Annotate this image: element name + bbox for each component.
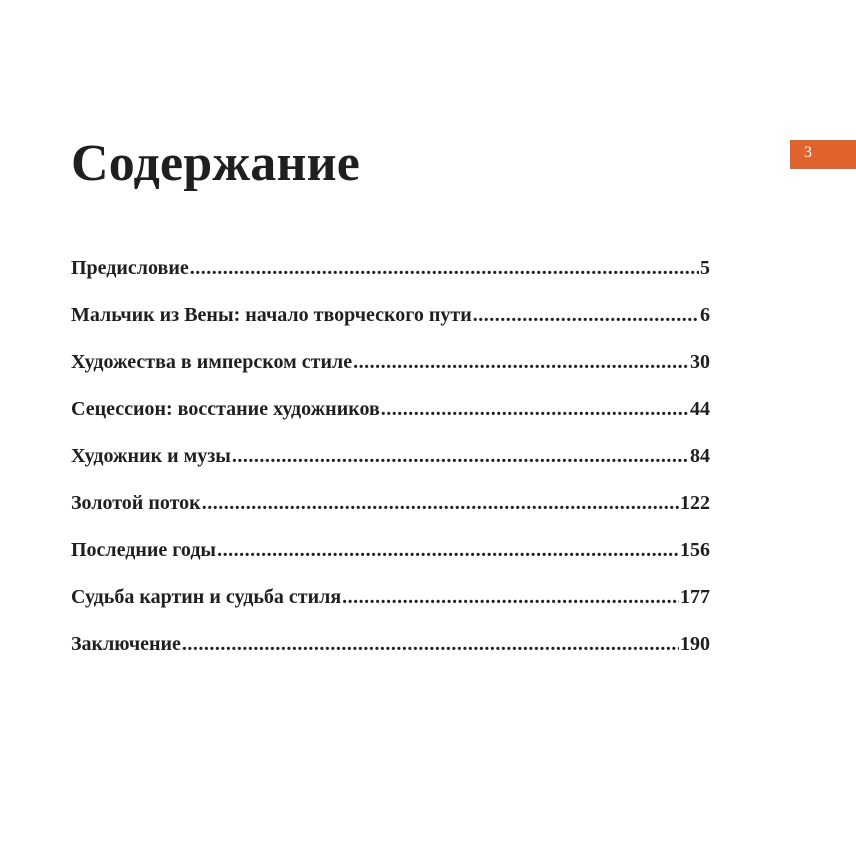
table-of-contents (71, 253, 710, 676)
toc-entry[interactable] (71, 441, 710, 488)
toc-entry[interactable] (71, 253, 710, 300)
dot-leader (353, 347, 689, 377)
toc-entry-page: 156 (680, 539, 710, 561)
dot-leader (202, 488, 679, 518)
toc-entry-page: 122 (680, 492, 710, 514)
page-number-tab: 3 (790, 140, 856, 169)
dot-leader (190, 253, 699, 283)
dot-leader (381, 394, 689, 424)
toc-entry[interactable] (71, 629, 710, 676)
dot-leader (217, 535, 679, 565)
toc-entry-page: 44 (690, 398, 710, 420)
toc-entry-page: 6 (700, 304, 710, 326)
toc-entry[interactable] (71, 535, 710, 582)
dot-leader (232, 441, 689, 471)
toc-entry-title: Художник и музы (71, 445, 231, 467)
toc-entry-title: Сецессион: восстание художников (71, 398, 380, 420)
dot-leader (473, 300, 699, 330)
page-title: Содержание (71, 135, 361, 192)
toc-entry-title: Мальчик из Вены: начало творческого пути (71, 304, 472, 326)
toc-entry-title: Предисловие (71, 257, 189, 279)
dot-leader (342, 582, 679, 612)
toc-entry-title: Художества в имперском стиле (71, 351, 353, 373)
toc-entry-page: 30 (690, 351, 710, 373)
toc-entry-title: Последние годы (71, 539, 217, 561)
toc-entry-page: 177 (680, 586, 710, 608)
toc-entry-page: 84 (690, 445, 710, 467)
dot-leader (182, 629, 679, 659)
toc-entry-page: 190 (680, 633, 710, 655)
toc-entry[interactable] (71, 488, 710, 535)
toc-entry[interactable] (71, 394, 710, 441)
toc-entry[interactable] (71, 300, 710, 347)
toc-entry-title: Заключение (71, 633, 181, 655)
toc-entry-title: Золотой поток (71, 492, 201, 514)
toc-entry-title: Судьба картин и судьба стиля (71, 586, 342, 608)
toc-entry[interactable] (71, 582, 710, 629)
toc-entry[interactable] (71, 347, 710, 394)
toc-entry-page: 5 (700, 257, 710, 279)
